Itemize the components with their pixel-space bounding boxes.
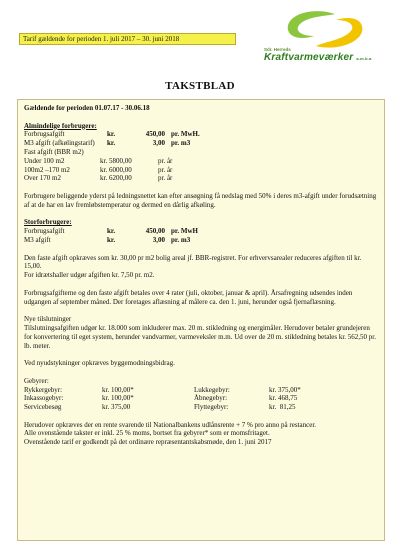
gebyr-label: Inkassogebyr: [24, 394, 64, 403]
rate-row [24, 139, 378, 148]
rate-label: Forbrugsafgift [24, 227, 65, 236]
rate-row [24, 130, 378, 139]
rate-unit: pr. m3 [171, 235, 191, 244]
fast-row [24, 174, 378, 183]
gebyrer-table [24, 386, 378, 412]
nedslag-note: Forbrugere beliggende yderst på ledningsnettet kan efter ansøgning få nedslag med 50% i deres m3-afgift under forudsætning af at de har en lav fremløbstemperatur og dermed en dårlig afkøling. [24, 191, 377, 209]
rate-unit: pr. m3 [171, 139, 191, 148]
rente-line: Herudover opkræves der en rente svarende til Nationalbankens udlånsrente + 7 % pro anno på restancer. [24, 420, 317, 429]
nyudstykninger-text: Ved nyudstykninger opkræves byggemodningsbidrag. [24, 359, 175, 368]
fast-unit: pr. år [158, 174, 173, 183]
rate-value: 450,00 [145, 227, 165, 236]
rate-prefix: kr. [107, 227, 116, 236]
nye-tilslutninger-heading: Nye tilslutninger [24, 315, 72, 324]
nye-tilslutninger-text: Tilslutningsafgiften udgør kr. 18.000 som inkluderer max. 20 m. stikledning og energimåler. Herudover betaler grundejeren for konvertering til eget system, herunder vandvarmer, varmeveksler m.m. Ud over de 20 m. stikledning betales kr. 562,50 pr. lb. meter. [24, 323, 376, 350]
rate-value: 450,00 [145, 130, 165, 139]
fast-afgift-text: Den faste afgift opkræves som kr. 30,00 pr m2 bolig areal jf. BBR-registret. For erhvervsarealer reduceres afgiften til kr. 15,00. [24, 253, 362, 271]
gebyr-label: Åbnegebyr: [194, 394, 228, 403]
gebyr-value: kr. 100,00* [102, 394, 134, 403]
rate-row [24, 227, 378, 236]
gebyr-value: kr. 81,25 [269, 403, 296, 412]
gebyr-label: Rykkergebyr: [24, 385, 63, 394]
fast-label: Under 100 m2 [24, 156, 65, 165]
fast-label: 100m2 –170 m2 [24, 165, 70, 174]
rate-label: M3 afgift (afkølingstarif) [24, 139, 95, 148]
fast-value: kr. 6000,00 [100, 165, 132, 174]
rate-unit: pr. MwH. [171, 130, 200, 139]
rate-prefix: kr. [107, 139, 116, 148]
rate-value: 3,00 [152, 139, 165, 148]
logo-small-text: Sdr. Herreds [264, 47, 291, 52]
fast-value: kr. 6200,00 [100, 174, 132, 183]
tariff-content-box [17, 99, 385, 541]
rater-text: Forbrugsafgifterne og den faste afgift betales over 4 rater (juli, oktober, januar & april). Årsafregning udsendes inden udgangen af september måned. Der foretages aflæsning af målere ca. den 1. juni, herunder også fjernaflæsning. [24, 288, 353, 306]
rate-unit: pr. MwH [171, 227, 198, 236]
rate-label: Forbrugsafgift [24, 130, 65, 139]
stor-heading: Storforbrugere: [24, 218, 72, 227]
almindelige-heading: Almindelige forbrugere: [24, 121, 97, 130]
company-logo [258, 6, 378, 66]
fast-afgift-heading: Fast afgift (BBR m2) [24, 147, 84, 156]
godkendt-line: Ovenstående tarif er godkendt på det ordinære repræsentantskabsmøde, den 1. juni 2017 [24, 438, 272, 447]
fast-unit: pr. år [158, 165, 173, 174]
rate-prefix: kr. [107, 130, 116, 139]
gebyrer-heading: Gebyrer: [24, 376, 49, 385]
tariff-period-banner: Tarif gældende for perioden 1. juli 2017 – 30. juni 2018 [19, 33, 236, 45]
gebyr-value: kr. 100,00* [102, 385, 134, 394]
gebyr-value: kr. 375,00* [269, 385, 301, 394]
logo-name: Kraftvarmeværker a.m.b.a [264, 52, 372, 63]
gebyr-value: kr. 468,75 [269, 394, 298, 403]
gebyr-value: kr. 375,00 [102, 403, 131, 412]
rate-label: M3 afgift [24, 235, 51, 244]
gebyr-label: Servicebesøg [24, 403, 62, 412]
fast-unit: pr. år [158, 156, 173, 165]
gebyr-label: Flyttegebyr: [194, 403, 229, 412]
period-heading: Gældende for perioden 01.07.17 - 30.06.18 [24, 104, 150, 112]
page-title: TAKSTBLAD [165, 80, 235, 92]
rate-prefix: kr. [107, 235, 116, 244]
idraetshaller-text: For idrætshaller udgør afgiften kr. 7,50 pr. m2. [24, 271, 155, 280]
fast-row [24, 157, 378, 166]
logo-swirl-icon [280, 6, 370, 50]
rate-row [24, 236, 378, 245]
fast-label: Over 170 m2 [24, 174, 61, 183]
fast-row [24, 166, 378, 175]
gebyr-label: Lukkegebyr: [194, 385, 230, 394]
fast-value: kr. 5800,00 [100, 156, 132, 165]
moms-line: Alle ovenstående takster er inkl. 25 % moms, bortset fra gebyrer* som er momsfritaget. [24, 429, 270, 438]
rate-value: 3,00 [152, 235, 165, 244]
